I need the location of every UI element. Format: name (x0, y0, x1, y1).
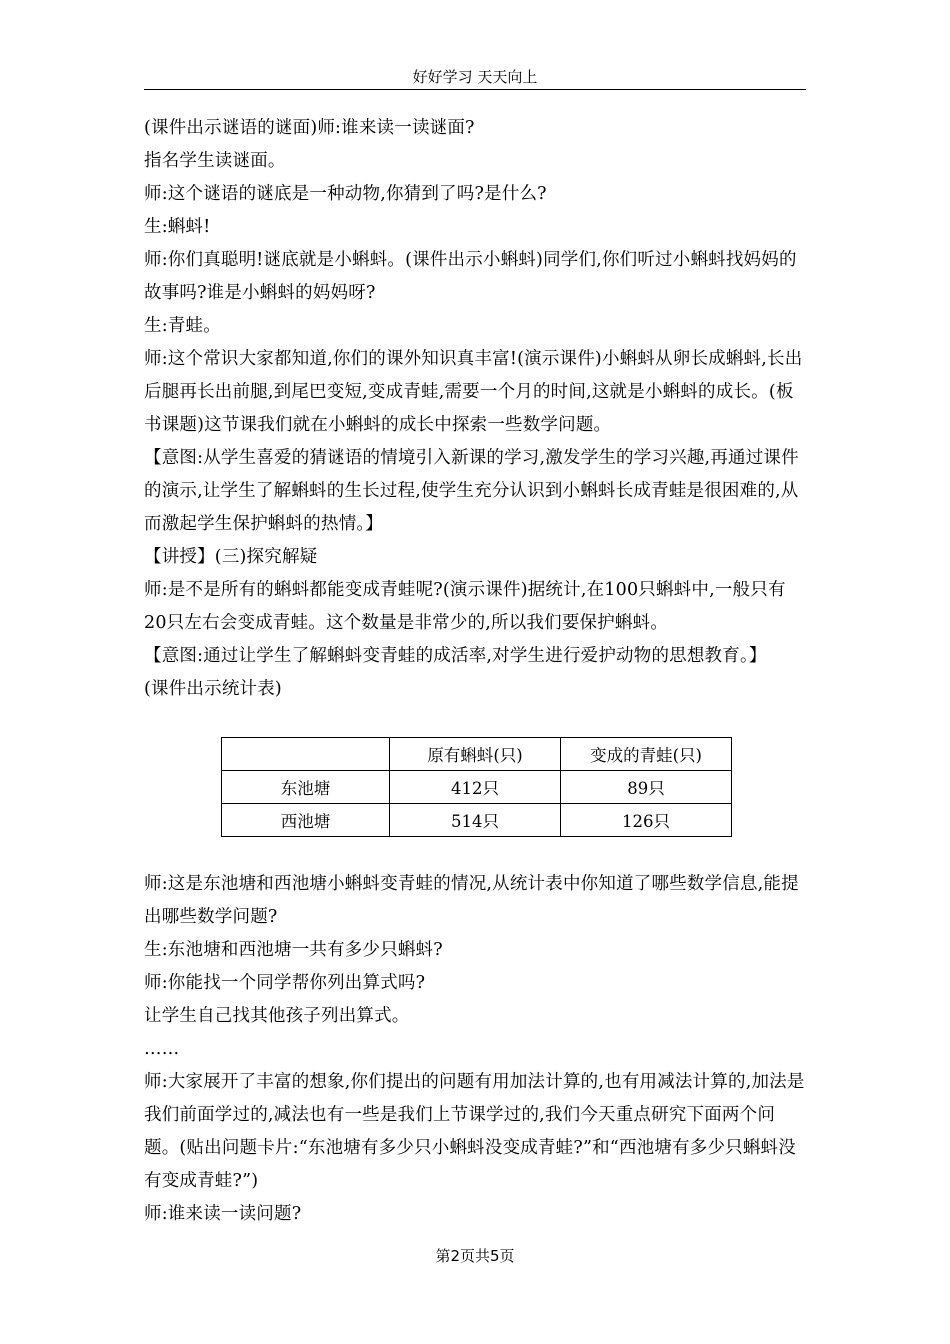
body-text-bottom (144, 868, 806, 1231)
table-row (222, 771, 732, 804)
table-header-cell (222, 738, 390, 771)
paragraph: 生:东池塘和西池塘一共有多少只蝌蚪? (144, 940, 443, 960)
paragraph: 师:是不是所有的蝌蚪都能变成青蛙呢?(演示课件)据统计,在100只蝌蚪中,一般只有20只左右会变成青蛙。这个数量是非常少的,所以我们要保护蝌蚪。 (144, 580, 786, 633)
table-header-cell: 变成的青蛙(只) (561, 738, 732, 771)
section-heading: 【讲授】(三)探究解疑 (144, 547, 318, 567)
page-header: 好好学习 天天向上 (412, 68, 538, 86)
table-row (222, 804, 732, 837)
paragraph: 师:谁来读一读问题? (144, 1204, 302, 1224)
paragraph: 师:大家展开了丰富的想象,你们提出的问题有用加法计算的,也有用减法计算的,加法是我们前面学过的,减法也有一些是我们上节课学过的,我们今天重点研究下面两个问题。(贴出问题卡片:“东池塘有多少只小蝌蚪没变成青蛙?”和“西池塘有多少只蝌蚪没有变成青蛙?”) (144, 1072, 805, 1191)
table-cell: 89只 (561, 771, 732, 804)
paragraph: 让学生自己找其他孩子列出算式。 (144, 1006, 410, 1026)
table-cell: 126只 (561, 804, 732, 837)
table-header-cell: 原有蝌蚪(只) (390, 738, 561, 771)
paragraph: (课件出示谜语的谜面)师:谁来读一读谜面? (144, 118, 475, 138)
intent-note: 【意图:通过让学生了解蝌蚪变青蛙的成活率,对学生进行爱护动物的思想教育。】 (144, 646, 767, 666)
header-divider (144, 89, 806, 90)
paragraph: (课件出示统计表) (144, 679, 282, 699)
paragraph: 师:这是东池塘和西池塘小蝌蚪变青蛙的情况,从统计表中你知道了哪些数学信息,能提出哪些数学问题? (144, 874, 799, 927)
table-cell: 412只 (390, 771, 561, 804)
body-text-top (144, 112, 806, 706)
paragraph: 生:青蛙。 (144, 316, 221, 336)
paragraph: 生:蝌蚪! (144, 217, 211, 237)
paragraph: 师:这个常识大家都知道,你们的课外知识真丰富!(演示课件)小蝌蚪从卵长成蝌蚪,长出后腿再长出前腿,到尾巴变短,变成青蛙,需要一个月的时间,这就是小蝌蚪的成长。(板书课题)这节课我们就在小蝌蚪的成长中探索一些数学问题。 (144, 349, 803, 435)
statistics-table (221, 737, 732, 837)
table-cell: 西池塘 (222, 804, 390, 837)
paragraph: 师:你能找一个同学帮你列出算式吗? (144, 973, 426, 993)
paragraph: 指名学生读谜面。 (144, 151, 286, 171)
table-cell: 东池塘 (222, 771, 390, 804)
page-number: 第2页共5页 (435, 1247, 515, 1265)
ellipsis: …… (144, 1039, 180, 1059)
table-cell: 514只 (390, 804, 561, 837)
paragraph: 师:你们真聪明!谜底就是小蝌蚪。(课件出示小蝌蚪)同学们,你们听过小蝌蚪找妈妈的故事吗?谁是小蝌蚪的妈妈呀? (144, 250, 797, 303)
intent-note: 【意图:从学生喜爱的猜谜语的情境引入新课的学习,激发学生的学习兴趣,再通过课件的演示,让学生了解蝌蚪的生长过程,使学生充分认识到小蝌蚪长成青蛙是很困难的,从而激起学生保护蝌蚪的热情。】 (144, 448, 799, 534)
table-header-row (222, 738, 732, 771)
paragraph: 师:这个谜语的谜底是一种动物,你猜到了吗?是什么? (144, 184, 547, 204)
